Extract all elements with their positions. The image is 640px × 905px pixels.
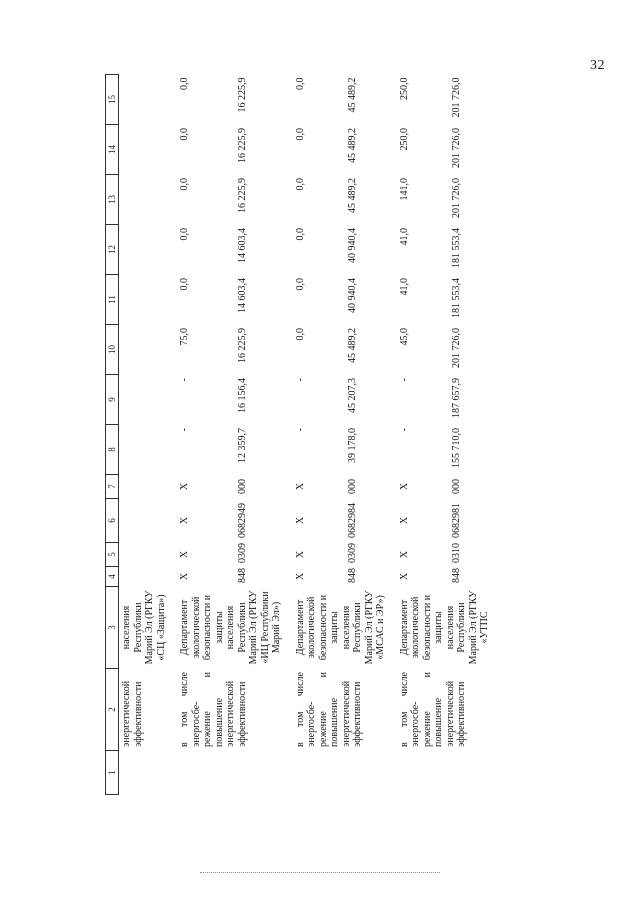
- header-col-3: 3: [106, 587, 119, 669]
- cell-col2: в том числе энергосбе-режение и повышение энергетической эффективности: [294, 672, 363, 747]
- cell-col1: [119, 751, 176, 795]
- cell-value: 16 225,9: [236, 178, 248, 213]
- table-header: [106, 75, 119, 795]
- cell-value: 12 359,7: [236, 428, 248, 463]
- cell-value: 181 553,4: [450, 228, 462, 268]
- cell-code-type: 000: [236, 479, 248, 494]
- cell-value: 0,0: [294, 328, 306, 341]
- cell-col3: Департамент экологической безопасности и защиты населения Республики Марий Эл (РГКУ «УТПС: [398, 590, 490, 665]
- header-col-7: 7: [106, 475, 119, 499]
- cell-col2: в том числе энергосбе-режение и повышение энергетической эффективности: [179, 672, 248, 747]
- cell-value: 141,0: [398, 178, 410, 201]
- cell-value: -: [398, 428, 410, 432]
- cell-value: -: [179, 428, 190, 432]
- cell-value: 250,0: [398, 128, 410, 151]
- cell-mark: X: [398, 482, 410, 491]
- header-col-15: 15: [106, 75, 119, 125]
- cell-value: 0,0: [294, 178, 306, 191]
- cell-value: 14 603,4: [236, 228, 248, 263]
- cell-value: 41,0: [398, 228, 410, 246]
- cell-empty: [119, 75, 176, 587]
- cell-value: 181 553,4: [450, 278, 462, 318]
- cell-mark: X: [294, 482, 306, 491]
- table-row: [175, 75, 233, 795]
- cell-mark: X: [179, 516, 190, 525]
- rotated-table-container: [105, 75, 640, 795]
- cell-mark: X: [398, 572, 410, 581]
- cell-value: 187 657,9: [450, 378, 462, 418]
- cell-value: 45,0: [398, 328, 410, 346]
- cell-value: 39 178,0: [346, 428, 358, 463]
- cell-mark: X: [179, 550, 190, 559]
- bottom-rule: [200, 872, 440, 873]
- cell-col3: Департамент экологической безопасности и защиты населения Республики Марий Эл (РГКУ «ИЦ Республики Марий Эл»): [179, 590, 282, 665]
- header-col-2: 2: [106, 669, 119, 751]
- continuation-row: [119, 75, 176, 795]
- cell-code-section: 0309: [236, 543, 248, 563]
- cell-value: 201 726,0: [450, 77, 462, 118]
- cell-code-grbs: 848: [346, 568, 358, 583]
- cell-code-section: 0310: [450, 543, 462, 563]
- cell-code-type: 000: [346, 479, 358, 494]
- cell-mark: X: [179, 482, 190, 491]
- cell-value: 0,0: [179, 77, 190, 90]
- header-row: [106, 75, 119, 795]
- cell-mark: X: [294, 550, 306, 559]
- header-col-14: 14: [106, 125, 119, 175]
- header-col-1: 1: [106, 751, 119, 795]
- cell-value: 0,0: [294, 77, 306, 90]
- cell-code-target: 0682981: [450, 503, 462, 538]
- cell-mark: X: [294, 572, 306, 581]
- header-col-10: 10: [106, 325, 119, 375]
- cell-col2: в том числе энергосбе-режение и повышение энергетической эффективности: [398, 672, 467, 747]
- cell-col1: [175, 751, 291, 795]
- cell-value: 201 726,0: [450, 178, 462, 218]
- header-col-8: 8: [106, 425, 119, 475]
- page-number: 32: [590, 58, 605, 73]
- table-body: [119, 75, 499, 795]
- cell-value: 16 225,9: [236, 128, 248, 163]
- cell-value: 155 710,0: [450, 428, 462, 468]
- cell-mark: X: [398, 516, 410, 525]
- header-col-4: 4: [106, 567, 119, 587]
- table-row: [395, 75, 447, 795]
- cell-value: 40 940,4: [346, 228, 358, 263]
- cell-value: 0,0: [179, 178, 190, 191]
- cell-code-grbs: 848: [236, 568, 248, 583]
- header-col-9: 9: [106, 375, 119, 425]
- cell-value: 45 489,2: [346, 328, 358, 363]
- cell-value: -: [294, 378, 306, 382]
- cell-code-type: 000: [450, 479, 462, 494]
- cell-col3: населения Республики Марий Эл (РГКУ «СЦ «Защита»): [121, 590, 167, 665]
- cell-col2: энергетической эффективности: [121, 680, 144, 747]
- cell-code-target: 0682984: [346, 503, 358, 538]
- header-col-13: 13: [106, 175, 119, 225]
- header-col-5: 5: [106, 543, 119, 567]
- cell-value: 45 489,2: [346, 178, 358, 213]
- cell-col1: [291, 751, 395, 795]
- header-col-6: 6: [106, 499, 119, 543]
- cell-value: -: [179, 378, 190, 382]
- cell-mark: X: [294, 516, 306, 525]
- cell-value: 16 156,4: [236, 378, 248, 413]
- cell-code-target: 0682949: [236, 503, 248, 538]
- cell-col3: Департамент экологической безопасности и защиты населения Республики Марий Эл (РГКУ «МСАС и ЭР»): [294, 590, 386, 665]
- cell-value: 41,0: [398, 278, 410, 296]
- cell-value: 0,0: [294, 128, 306, 141]
- cell-value: 45 489,2: [346, 128, 358, 163]
- cell-value: 16 225,9: [236, 77, 248, 113]
- cell-mark: X: [398, 550, 410, 559]
- cell-value: 14 603,4: [236, 278, 248, 313]
- cell-value: 0,0: [179, 278, 190, 291]
- cell-code-section: 0309: [346, 543, 358, 563]
- table-row: [291, 75, 343, 795]
- cell-value: 45 489,2: [346, 77, 358, 113]
- cell-value: 0,0: [294, 278, 306, 291]
- cell-mark: X: [179, 572, 190, 581]
- budget-table: [105, 74, 499, 795]
- cell-value: 45 207,3: [346, 378, 358, 413]
- cell-value: -: [398, 378, 410, 382]
- header-col-11: 11: [106, 275, 119, 325]
- cell-value: 0,0: [294, 228, 306, 241]
- cell-value: -: [294, 428, 306, 432]
- cell-value: 0,0: [179, 228, 190, 241]
- header-col-12: 12: [106, 225, 119, 275]
- cell-value: 16 225,9: [236, 328, 248, 363]
- cell-value: 75,0: [179, 328, 190, 346]
- cell-value: 40 940,4: [346, 278, 358, 313]
- cell-value: 0,0: [179, 128, 190, 141]
- cell-code-grbs: 848: [450, 568, 462, 583]
- cell-value: 201 726,0: [450, 328, 462, 368]
- cell-col1: [395, 751, 499, 795]
- cell-value: 201 726,0: [450, 128, 462, 168]
- cell-value: 250,0: [398, 77, 410, 100]
